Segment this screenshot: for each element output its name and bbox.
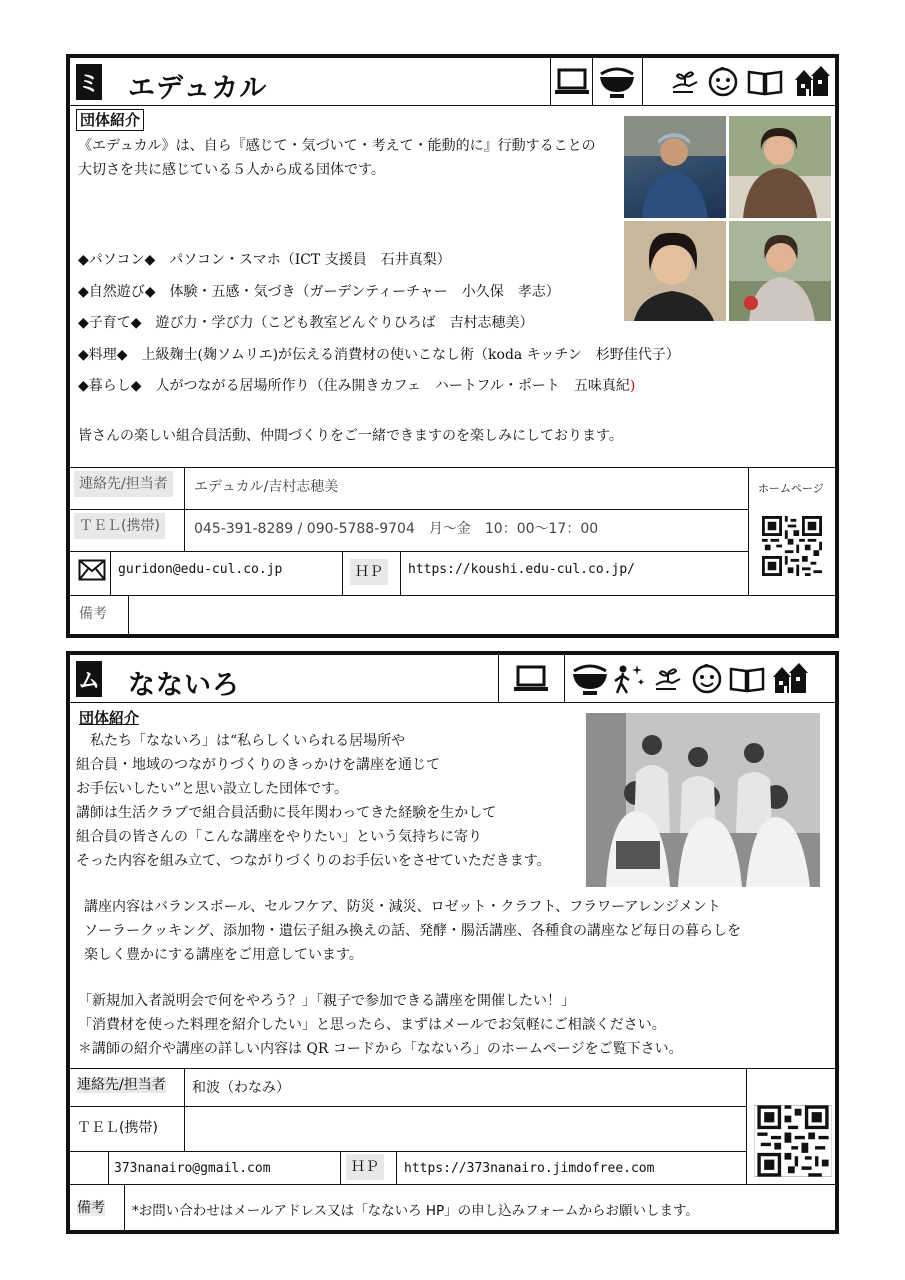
homepage-label: ホームページ xyxy=(758,482,824,495)
table-divider xyxy=(70,1106,747,1107)
smiley-icon xyxy=(691,663,723,695)
course-line: 楽しく豊かにする講座をご用意しています。 xyxy=(84,947,363,963)
notes-label-text: 備考 xyxy=(77,1200,105,1216)
table-divider xyxy=(124,1184,125,1230)
email-link[interactable]: 373nanairo@gmail.com xyxy=(114,1161,271,1176)
closing-text: 皆さんの楽しい組合員活動、仲間づくりをご一緒できますのを楽しみにしております。 xyxy=(78,428,623,444)
member-photo xyxy=(729,116,831,218)
course-text xyxy=(84,895,741,967)
table-divider xyxy=(108,1151,109,1184)
closing-line: 「消費材を使った料理を紹介したい」と思ったら、まずはメールでお気軽にご相談ください。 xyxy=(78,1017,666,1033)
bowl-icon xyxy=(598,64,636,100)
intro-text xyxy=(78,134,596,182)
email-link[interactable]: guridon@edu-cul.co.jp xyxy=(118,562,283,577)
notes-value: *お問い合わせはメールアドレス又は「なないろ HP」の申し込みフォームからお願いします。 xyxy=(132,1203,699,1219)
icon-cell-group xyxy=(642,58,839,105)
course-item-text: ◆暮らし◆ 人がつながる居場所作り（住み開きカフェ ハートフル・ポート 五味真紀 xyxy=(78,378,630,394)
contact-value: エデュカル/吉村志穂美 xyxy=(194,479,339,495)
course-item: ◆料理◆ 上級麹士(麹ソムリエ)が伝える消費材の使いこなし術（koda キッチン 杉野佳代子） xyxy=(78,346,680,363)
hp-label: ＨＰ xyxy=(350,559,388,585)
sprout-hand-icon xyxy=(671,68,699,96)
tel-label: ＴＥＬ(携帯) xyxy=(74,513,165,539)
contact-label xyxy=(72,1072,171,1098)
section-label-intro: 団体紹介 xyxy=(76,708,142,728)
intro-line: 《エデュカル》は、自ら『感じて・気づいて・考えて・能動的に』行動することの xyxy=(78,138,596,154)
qr-code[interactable] xyxy=(754,1105,832,1177)
houses-icon xyxy=(771,661,809,695)
contact-value: 和波（わなみ） xyxy=(192,1080,290,1096)
kana-badge: ミ xyxy=(76,64,102,100)
table-divider xyxy=(70,1184,835,1185)
table-divider xyxy=(70,551,749,552)
laptop-icon xyxy=(554,68,590,96)
laptop-icon xyxy=(513,665,549,693)
sprout-hand-icon xyxy=(651,665,685,693)
section-label-intro: 団体紹介 xyxy=(76,109,144,131)
qr-code[interactable] xyxy=(762,516,822,576)
book-icon xyxy=(729,665,765,693)
group-card-educal xyxy=(66,54,839,638)
table-divider xyxy=(342,551,343,595)
course-item: ◆パソコン◆ パソコン・スマホ（ICT 支援員 石井真梨） xyxy=(78,252,451,268)
tel-label: ＴＥＬ(携帯) xyxy=(77,1120,158,1136)
table-divider xyxy=(70,595,835,596)
hp-label: ＨＰ xyxy=(346,1154,384,1180)
mail-icon xyxy=(78,559,106,581)
org-name: なないろ xyxy=(128,670,240,701)
course-item xyxy=(78,371,680,403)
icon-cell-laptop xyxy=(498,655,564,702)
table-divider xyxy=(70,509,749,510)
course-line: 講座内容はバランスボール、セルフケア、防災・減災、ロゼット・クラフト、フラワーアレンジメント xyxy=(84,899,721,915)
course-item: ◆自然遊び◆ 体験・五感・気づき（ガーデンティーチャー 小久保 孝志） xyxy=(78,283,560,300)
course-line: ソーラークッキング、添加物・遺伝子組み換えの話、発酵・腸活講座、各種食の講座など毎日の暮らしを xyxy=(84,923,742,939)
intro-line: 私たち「なないろ」は“私らしくいられる居場所や xyxy=(76,733,406,749)
intro-line: 講師は生活クラブで組合員活動に長年関わってきた経験を生かして xyxy=(76,805,497,821)
table-divider xyxy=(396,1151,397,1184)
kana-badge: ム xyxy=(76,661,102,697)
smiley-icon xyxy=(707,66,739,98)
card-header xyxy=(70,58,835,106)
sparkle-walker-icon xyxy=(611,661,647,697)
intro-line: 大切さを共に感じている５人から成る団体です。 xyxy=(78,162,385,178)
contact-label-text: 連絡先/担当者 xyxy=(77,1077,166,1093)
contact-label: 連絡先/担当者 xyxy=(74,471,173,497)
group-card-nanairo xyxy=(66,651,839,1234)
group-photo xyxy=(586,713,820,887)
member-photo xyxy=(729,221,831,321)
notes-label xyxy=(72,1195,110,1221)
icon-cell-group xyxy=(564,655,839,702)
intro-line: 組合員の皆さんの「こんな講座をやりたい」という気持ちに寄り xyxy=(76,829,482,845)
org-name: エデュカル xyxy=(128,73,268,104)
intro-line: そった内容を組み立て、つながりづくりのお手伝いをさせていただきます。 xyxy=(76,853,551,869)
member-portrait xyxy=(729,221,831,321)
member-portrait xyxy=(624,116,726,218)
closing-text xyxy=(78,989,683,1061)
closing-line: ＊講師の紹介や講座の詳しい内容は QR コードから「なないろ」のホームページをご覧下さい。 xyxy=(78,1041,683,1057)
hp-link[interactable]: https://koushi.edu-cul.co.jp/ xyxy=(408,562,635,577)
member-photo xyxy=(624,116,726,218)
intro-line: お手伝いしたい”と思い設立した団体です。 xyxy=(76,781,349,797)
intro-text xyxy=(76,729,551,873)
icon-cell-bowl xyxy=(592,58,642,105)
closing-line: 「新規加入者説明会で何をやろう？」「親子で参加できる講座を開催したい！」 xyxy=(78,993,575,1009)
table-divider xyxy=(184,1068,185,1152)
tel-value: 045-391-8289 / 090-5788-9704 月～金 10：00～17：00 xyxy=(194,521,599,537)
member-portrait xyxy=(729,116,831,218)
icon-cell-laptop xyxy=(550,58,592,105)
notes-label: 備考 xyxy=(74,601,112,627)
table-divider xyxy=(746,1068,747,1184)
course-item: ◆子育て◆ 遊び力・学び力（こども教室どんぐりひろば 吉村志穂美） xyxy=(78,315,534,331)
book-icon xyxy=(747,68,783,96)
hp-link[interactable]: https://373nanairo.jimdofree.com xyxy=(404,1161,655,1176)
bowl-icon xyxy=(571,661,609,697)
card-header xyxy=(70,655,835,703)
table-divider xyxy=(400,551,401,595)
table-divider xyxy=(340,1151,341,1184)
course-item-paren: ) xyxy=(629,378,636,394)
group-photo-image xyxy=(586,713,820,887)
table-divider xyxy=(70,1151,747,1152)
table-divider xyxy=(128,595,129,638)
table-divider xyxy=(748,467,749,595)
houses-icon xyxy=(793,64,831,98)
course-list xyxy=(78,245,680,403)
intro-line: 組合員・地域のつながりづくりのきっかけを講座を通じて xyxy=(76,757,440,773)
table-divider xyxy=(110,551,111,595)
